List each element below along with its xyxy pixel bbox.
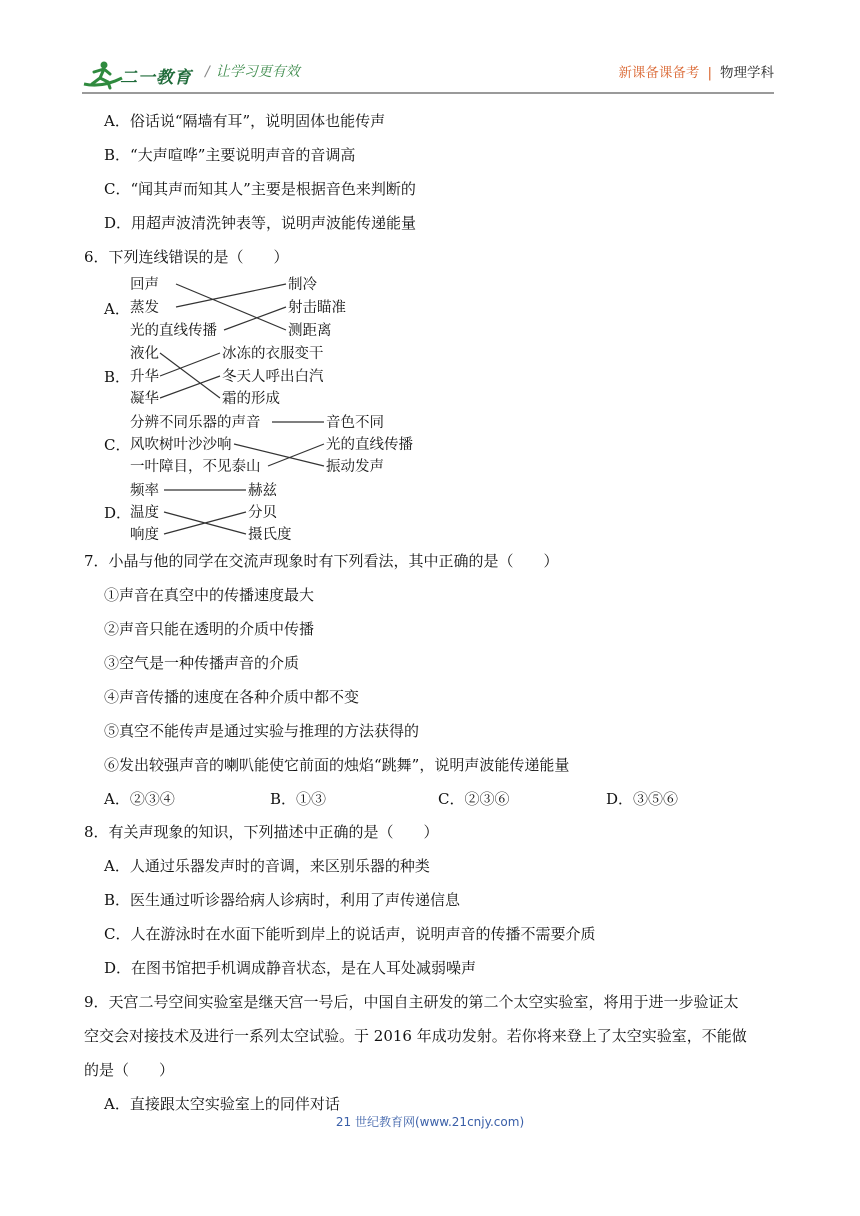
line-c-3 (268, 444, 324, 466)
page-header (0, 0, 860, 96)
q8-option-d: D．在图书馆把手机调成静音状态，是在人耳处减弱噪声 (104, 959, 477, 977)
q6-a-right-3: 测距离 (288, 323, 332, 339)
q7-stem: 7．小晶与他的同学在交流声现象时有下列看法，其中正确的是（ ） (84, 552, 559, 570)
q8-option-a: A．人通过乐器发声时的音调，来区别乐器的种类 (104, 857, 430, 875)
q6-c-right-1: 音色不同 (326, 415, 384, 431)
line-b-1 (160, 353, 220, 398)
line-b-3 (160, 376, 220, 398)
q6-a-left-3: 光的直线传播 (130, 323, 217, 339)
q6-option-a-label: A． (104, 300, 130, 318)
q7-statement-3: ③空气是一种传播声音的介质 (104, 654, 300, 672)
q6-c-right-3: 振动发声 (326, 459, 384, 475)
header-separator: | (707, 65, 712, 81)
q9-option-a: A．直接跟太空实验室上的同伴对话 (104, 1095, 340, 1113)
q7-statement-1: ①声音在真空中的传播速度最大 (104, 586, 315, 604)
q6-a-left-2: 蒸发 (130, 300, 159, 316)
q7-statement-5: ⑤真空不能传声是通过实验与推理的方法获得的 (104, 722, 420, 740)
q6-b-left-1: 液化 (130, 346, 159, 362)
q6-stem: 6．下列连线错误的是（ ） (84, 248, 289, 266)
q6-c-left-2: 风吹树叶沙沙响 (130, 437, 232, 453)
q6-option-b-label: B． (104, 368, 131, 386)
header-subject (618, 61, 774, 81)
line-b-2 (160, 353, 220, 376)
q6-b-right-3: 霜的形成 (222, 391, 280, 407)
brand-name: 二一教育 (120, 68, 192, 88)
q6-option-c-label: C． (104, 436, 131, 454)
header-divider (82, 92, 774, 94)
q7-statement-6: ⑥发出较强声音的喇叭能使它前面的烛焰“跳舞”，说明声波能传递能量 (104, 756, 570, 774)
q6-a-right-2: 射击瞄准 (288, 300, 346, 316)
q5-option-a: A．俗话说“隔墙有耳”，说明固体也能传声 (104, 112, 386, 130)
q6-b-left-3: 凝华 (130, 391, 159, 407)
q7-option-c: C．②③⑥ (438, 790, 510, 808)
q7-statement-2: ②声音只能在透明的介质中传播 (104, 620, 315, 638)
slogan-text: 让学习更有效 (215, 64, 300, 80)
page-footer: 21 世纪教育网(www.21cnjy.com) (335, 1115, 525, 1129)
q9-stem-line-2: 空交会对接技术及进行一系列太空试验。于 2016 年成功发射。若你将来登上了太空实验室，不能做 (84, 1027, 747, 1045)
q6-a-left-1: 回声 (130, 277, 159, 293)
q8-stem: 8．有关声现象的知识，下列描述中正确的是（ ） (84, 823, 439, 841)
q6-d-left-2: 温度 (130, 505, 159, 521)
q7-option-d: D．③⑤⑥ (606, 790, 679, 808)
q9-stem-line-1: 9．天宫二号空间实验室是继天宫一号后，中国自主研发的第二个太空实验室，将用于进一步验证太 (84, 993, 739, 1011)
q6-a-right-1: 制冷 (288, 277, 317, 293)
q6-matching-diagram (100, 270, 430, 545)
q8-option-b: B．医生通过听诊器给病人诊病时，利用了声传递信息 (104, 891, 461, 909)
q7-option-a: A．②③④ (104, 790, 175, 808)
q6-c-left-1: 分辨不同乐器的声音 (130, 415, 261, 431)
q6-option-d-label: D． (104, 504, 132, 522)
q6-d-left-3: 响度 (130, 527, 159, 543)
q7-option-b: B．①③ (270, 790, 327, 808)
header-course-label: 新课备课备考 (618, 65, 700, 81)
q8-option-c: C．人在游泳时在水面下能听到岸上的说话声，说明声音的传播不需要介质 (104, 925, 596, 943)
q9-stem-line-3: 的是（ ） (84, 1061, 175, 1079)
q6-d-right-1: 赫兹 (248, 483, 277, 499)
slogan: / 让学习更有效 (205, 64, 300, 80)
q6-b-right-2: 冬天人呼出白汽 (222, 369, 324, 385)
q6-d-right-3: 摄氏度 (248, 527, 292, 543)
q5-option-d: D．用超声波清洗钟表等，说明声波能传递能量 (104, 214, 417, 232)
line-a-2 (176, 284, 286, 307)
q6-c-left-3: 一叶障目，不见泰山 (130, 459, 261, 475)
q7-statement-4: ④声音传播的速度在各种介质中都不变 (104, 688, 360, 706)
q6-c-right-2: 光的直线传播 (326, 437, 413, 453)
q6-d-right-2: 分贝 (248, 505, 277, 521)
q5-option-b: B．“大声喧哗”主要说明声音的音调高 (104, 146, 356, 164)
q6-b-left-2: 升华 (130, 369, 159, 385)
q5-option-c: C．“闻其声而知其人”主要是根据音色来判断的 (104, 180, 416, 198)
q6-b-right-1: 冰冻的衣服变干 (222, 346, 324, 362)
q6-d-left-1: 频率 (130, 483, 159, 499)
header-subject-label: 物理学科 (720, 65, 774, 81)
